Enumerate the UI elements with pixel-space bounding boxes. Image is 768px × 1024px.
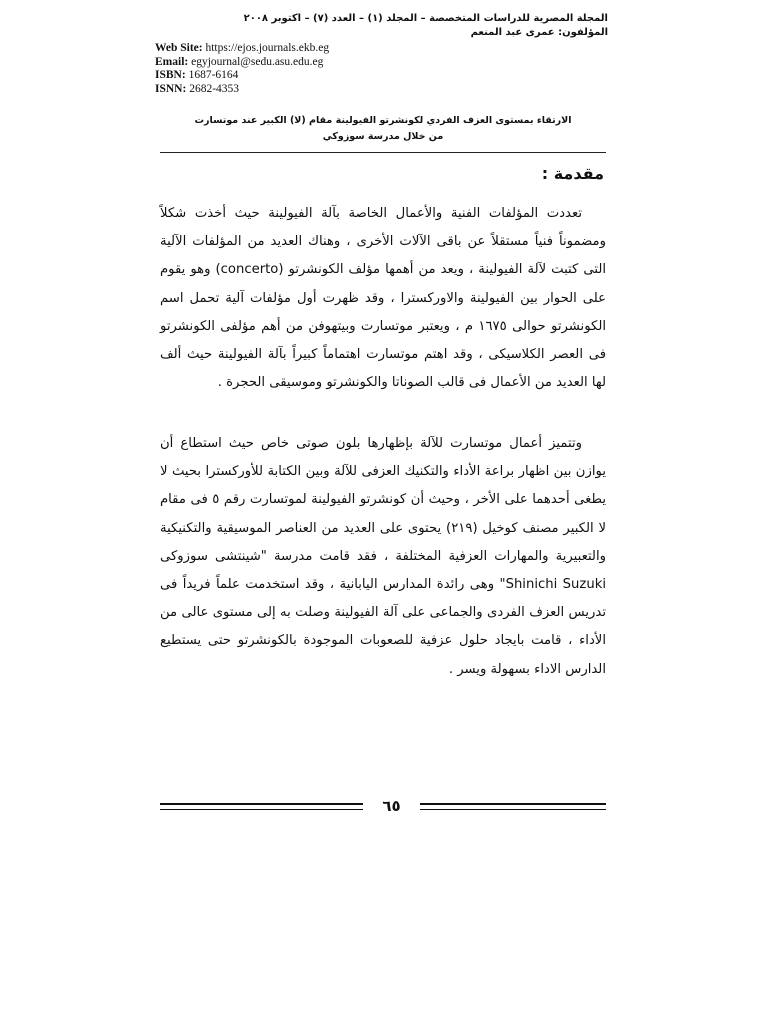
website-link[interactable]: https://ejos.journals.ekb.eg bbox=[205, 42, 330, 54]
email-label: Email: bbox=[155, 55, 189, 68]
page-number: ٦٥ bbox=[382, 797, 401, 815]
email-link[interactable]: egyjournal@sedu.asu.edu.eg bbox=[191, 55, 324, 68]
paragraph-text: وتتميز أعمال موتسارت للآلة بإظهارها بلون صوتى خاص حيث استطاع أن يوازن بين اظهار براعة الأداء والتكنيك العزفى للآلة وبين الكتابة للأوركسترا بحيث لا يطغى أحدهما على الأخر ، وحيث أن كونشرتو الفيولينة لموتسارت رقم ٥ فى مقام لا الكبير مصنف كوخيل (٢١٩) يحتوى على العديد من العناصر الموسيقية والتكنيكية والتعبيرية والمهارات العزفية المختلفة ، فقد قامت مدرسة "شينتشى سوزوكى Shinichi Suzuki" وهى رائدة المدارس اليابانية ، وقد استخدمت علماً فريداً فى تدريس العزف الفردى والجماعى على آلة الفيولينة وصلت به إلى مستوى عالى من الأداء ، قامت بايجاد حلول عزفية للصعوبات الموجودة بالكونشرتو حتى يستطيع الدارس الاداء بسهولة ويسر . bbox=[160, 436, 606, 677]
footer-divider-right bbox=[420, 803, 606, 810]
email-row bbox=[155, 56, 475, 70]
intro-paragraph-1 bbox=[160, 200, 606, 397]
journal-citation: المجلة المصرية للدراسات المتخصصة – المجلد (١) – العدد (٧) – اكتوبر ٢٠٠٨ bbox=[243, 13, 608, 24]
paragraph-text: تعددت المؤلفات الفنية والأعمال الخاصة بآلة الفيولينة حيث أخذت شكلاً ومضموناً فنياً مستقلاً عن باقى الآلات الأخرى ، وهناك العديد من المؤلفات الآلية التى كتبت لآلة الفيولينة ، ويعد من أهمها مؤلف الكونشرتو (concerto) وهو يقوم على الحوار بين الفيولينة والاوركسترا ، وقد ظهرت أول مؤلفات آلية تحمل اسم الكونشرتو حوالى ١٦٧٥ م ، ويعتبر موتسارت وبيتهوفن من أهم مؤلفى الكونشرتو فى العصر الكلاسيكى ، وقد اهتم موتسارت اهتماماً كبيراً بآلة الفيولينة حيث ألف لها العديد من الأعمال فى قالب الصوناتا والكونشرتو وموسيقى الحجرة . bbox=[160, 206, 607, 391]
website-row bbox=[155, 42, 475, 56]
header-divider bbox=[160, 152, 606, 153]
article-title-line-2: من خلال مدرسة سوزوكي bbox=[322, 131, 444, 142]
article-title-line-1: الارتقاء بمستوى العزف الفردي لكونشرتو الفيولينة مقام (لا) الكبير عند موتسارت bbox=[194, 115, 572, 126]
issn-value: 2682-4353 bbox=[189, 82, 240, 95]
isbn-row bbox=[155, 69, 475, 83]
website-label: Web Site: bbox=[155, 42, 203, 54]
intro-paragraph-2 bbox=[160, 430, 606, 684]
issn-row bbox=[155, 83, 475, 97]
journal-meta bbox=[155, 42, 475, 96]
isbn-value: 1687-6164 bbox=[188, 69, 239, 82]
isbn-label: ISBN: bbox=[155, 69, 186, 82]
journal-authors: المؤلفون: عمرى عبد المنعم bbox=[470, 27, 608, 38]
footer-divider-left bbox=[160, 803, 363, 810]
issn-label: ISNN: bbox=[155, 82, 187, 95]
section-heading: مقدمة : bbox=[541, 164, 604, 183]
journal-header bbox=[148, 12, 608, 40]
article-title bbox=[160, 113, 606, 145]
